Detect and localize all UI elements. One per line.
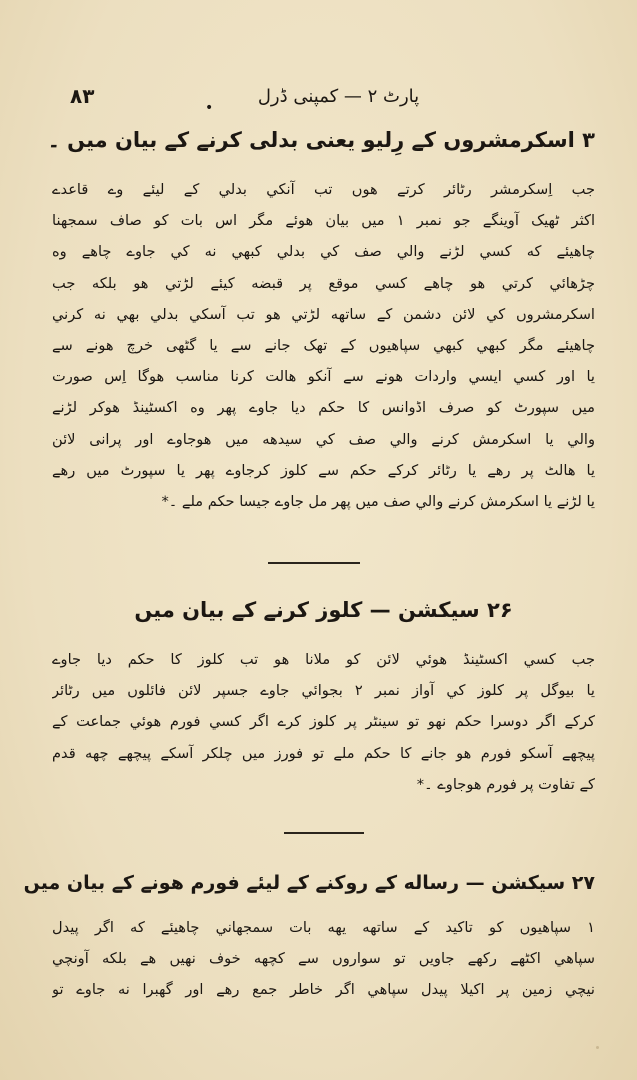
running-head: پارٹ ۲ — کمپنی ڈرل <box>257 86 420 107</box>
text-line: پیچھے آسکو فورم هو جانے کا حکم ملے تو فورز میں چلکر آسکے پیچھے چھه قدم <box>52 744 595 762</box>
section-divider <box>284 832 364 834</box>
page-number: ۸۳ <box>70 84 95 108</box>
text-line: میں سپورٹ کو صرف اڈوانس کا حکم دیا جاوے پھر وه اکسٹینڈ هوکر لڑنے <box>52 399 595 417</box>
text-line: ۱ سپاهیوں کو تاکید کے ساتھه یهه بات سمجھاني چاهیئے که اگر پیدل <box>52 919 595 936</box>
text-line: یا اور کسي ایسي واردات هونے سے آنکو هالت کرنا مناسب هوگا اِس صورت <box>52 368 595 386</box>
text-line: جب اِسکرمشر رٹائر کرتے هوں تب آنکي بدلي کے لیئے وے قاعدے <box>52 181 595 198</box>
text-line: چڑهائي کرتي هو چاهے کسي موقع پر قبضه کیئے لڑتي هو بلکه جب <box>52 274 595 292</box>
text-line: جب کسي اکسٹینڈ هوئي لائن کو ملانا هو تب کلوز کا حکم دیا جاوے <box>52 651 595 668</box>
section-3-body <box>52 174 595 517</box>
section-27-heading: ۲۷ سیکشن — رساله کے روکنے کے لیئے فورم هونے کے بیان میں <box>23 872 595 894</box>
text-line: اکثر ٹھیک آوینگے جو نمبر ۱ میں بیان هوئے مگر اس بات کو صاف سمجھنا <box>52 212 595 230</box>
text-line: سپاهي اکٹھے رکھے جاویں تو سواروں سے کچھه خوف نهیں هے بلکه آونچي <box>52 950 595 968</box>
header-dot: • <box>205 100 214 116</box>
text-line: چاهیئے مگر کبھي کبھي سپاهیوں کے تھک جانے سے یا گٹھی خرچ هونے سے <box>52 337 595 355</box>
section-26 <box>52 598 595 622</box>
section-3-heading: ۳ اسکرمشروں کے رِلیو یعنی بدلی کرنے کے بیان میں ۔ <box>47 128 595 152</box>
paper-speck <box>596 1046 599 1049</box>
section-27-body <box>52 912 595 1006</box>
text-line: یا هالٹ پر رهے یا رٹائر کرکے حکم سے کلوز کرجاوے پھر یا سپورٹ میں رهے <box>52 461 595 479</box>
section-divider <box>268 562 360 564</box>
text-line: نیچي زمین پر اکیلا پیدل سپاهي اگر خاطر جمع رهے اور گھبرا نه جاوے تو <box>52 981 595 999</box>
section-3 <box>47 128 595 152</box>
text-line: یا لڑنے یا اسکرمش کرنے والي صف میں پھر مل جاوے جیسا حکم ملے ۔* <box>161 493 595 511</box>
text-line: اسکرمشروں کي لائن دشمن کے ساتھه لڑتي هو تب آسکي بدلي بھي نه کرني <box>52 305 595 323</box>
text-line: کے تفاوت پر فورم هوجاوے ۔* <box>416 775 595 793</box>
text-line: کرکے اگر دوسرا حکم نهو تو سینٹر پر کلوز کرے اگر کسي فورم هوئي جماعت کے <box>52 713 595 731</box>
section-26-heading: ۲۶ سیکشن — کلوز کرنے کے بیان میں <box>134 598 513 622</box>
text-line: یا بیوگل پر کلوز کي آواز نمبر ۲ بجوائي جاوے جسپر لائن فائلوں میں رٹائر <box>52 682 595 700</box>
text-line: چاهیئے که کسي لڑنے والي صف کي بدلي کبھي نه کي جاوے چاهے وه <box>52 243 595 261</box>
section-27 <box>23 872 595 894</box>
section-26-body <box>52 644 595 800</box>
text-line: والي یا اسکرمش کرنے والي صف کي سیدهه میں هوجاوے اور پرانی لائن <box>52 430 595 448</box>
